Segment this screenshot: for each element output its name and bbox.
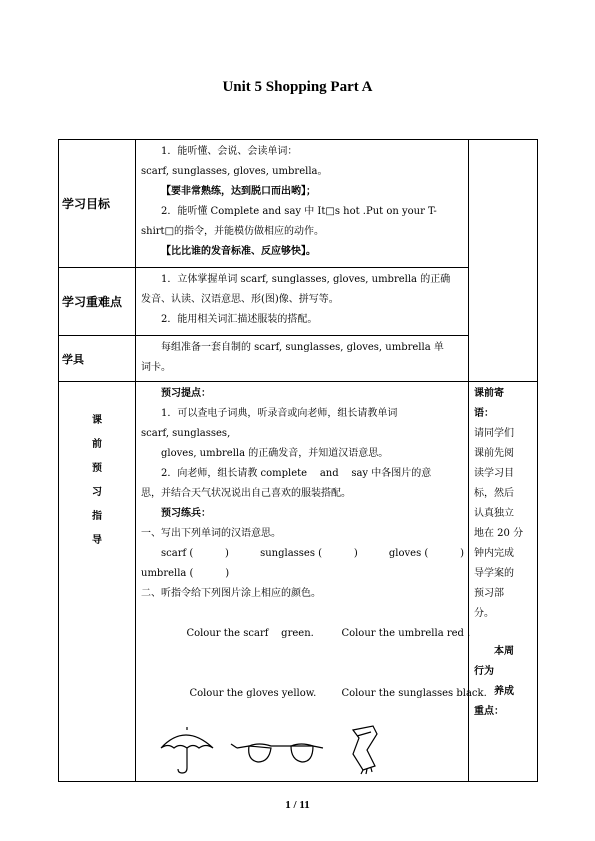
hint-title: 预习提点： — [161, 388, 211, 399]
side-note-line: 分。 — [474, 608, 494, 619]
preview-label-char: 前 — [92, 439, 102, 450]
colouring-pictures-svg — [141, 724, 461, 778]
tools-content — [136, 336, 469, 382]
colour-instruction: Colour the umbrella red . — [341, 628, 471, 639]
goals-line: 【要非常熟练，达到脱口而出哟】； — [161, 186, 316, 197]
preview-label-char: 习 — [92, 487, 102, 498]
side-note-line: 地在 20 分 — [474, 528, 524, 539]
word-blank: umbrella ( ) — [141, 568, 230, 579]
behavior-title: 本周 — [494, 646, 514, 657]
goals-line: 【比比谁的发音标准、反应够快】。 — [161, 246, 316, 257]
preview-label-char: 课 — [92, 415, 102, 426]
side-note — [469, 382, 538, 782]
preview-label-char: 指 — [92, 511, 102, 522]
side-note-line: 课前先阅 — [474, 448, 514, 459]
colour-instruction: Colour the gloves yellow. — [189, 688, 317, 699]
side-empty-cell — [469, 140, 538, 382]
key-points-content — [136, 268, 469, 336]
preview-line: 1．可以查电子词典，听录音或向老师，组长请教单词 — [161, 408, 398, 419]
preview-line: gloves, umbrella 的正确发音，并知道汉语意思。 — [161, 448, 389, 459]
umbrella-icon[interactable] — [161, 727, 213, 773]
key-points-label: 学习重难点 — [59, 268, 136, 336]
question-2: 二、听指令给下列图片涂上相应的颜色。 — [141, 588, 321, 599]
behavior-title: 重点： — [474, 706, 504, 717]
behavior-title: 行为 — [474, 666, 494, 677]
goals-label: 学习目标 — [59, 140, 136, 268]
side-note-line: 钟内完成 — [474, 548, 514, 559]
word-blank: sunglasses ( ) — [260, 548, 358, 559]
preview-label-char: 预 — [92, 463, 102, 474]
word-blank: scarf ( ) — [161, 548, 229, 559]
page-title: Unit 5 Shopping Part A — [222, 79, 373, 95]
table-row — [59, 382, 538, 782]
side-note-line: 标，然后 — [474, 488, 514, 499]
goals-line: 1．能听懂、会说、会读单词： — [161, 146, 298, 157]
side-note-line: 请同学们 — [474, 428, 514, 439]
study-plan-table — [58, 139, 538, 782]
behavior-title: 养成 — [494, 686, 514, 697]
page-number: 1 / 11 — [285, 799, 310, 811]
preview-label-char: 导 — [92, 535, 102, 546]
table-row — [59, 268, 538, 336]
goals-line: scarf, sunglasses, gloves, umbrella。 — [141, 166, 328, 177]
preview-line: 2．向老师，组长请教 complete and say 中各图片的意 — [161, 468, 432, 479]
side-note-title: 课前寄 — [474, 388, 504, 399]
table-row — [59, 140, 538, 268]
practice-title: 预习练兵： — [161, 508, 211, 519]
question-1: 一、写出下列单词的汉语意思。 — [141, 528, 281, 539]
goals-line: shirt□的指令，并能模仿做相应的动作。 — [141, 226, 325, 237]
tools-label: 学具 — [59, 336, 136, 382]
tools-line: 词卡。 — [141, 362, 171, 373]
colour-instruction: Colour the sunglasses black. — [341, 688, 487, 699]
key-line: 2．能用相关词汇描述服装的搭配。 — [161, 314, 318, 325]
word-blank: gloves ( ) — [388, 548, 464, 559]
preview-line: 思，并结合天气状况说出自己喜欢的服装搭配。 — [141, 488, 351, 499]
colour-instructions — [141, 604, 471, 664]
word-blanks — [141, 544, 464, 564]
side-note-line: 认真独立 — [474, 508, 514, 519]
side-note-line: 导学案的 — [474, 568, 514, 579]
tools-line: 每组准备一套自制的 scarf, sunglasses, gloves, umbrella 单 — [161, 342, 444, 353]
table-row — [59, 336, 538, 382]
goals-line: 2．能听懂 Complete and say 中 It□s hot .Put on your T- — [161, 206, 437, 217]
goals-content — [136, 140, 469, 268]
preview-label — [59, 382, 136, 782]
sunglasses-icon[interactable] — [231, 744, 323, 762]
key-line: 1．立体掌握单词 scarf, sunglasses, gloves, umbrella 的正确 — [161, 274, 451, 285]
colouring-pictures — [141, 724, 464, 778]
scarf-icon[interactable] — [353, 726, 377, 774]
colour-instruction: Colour the scarf green. — [186, 628, 314, 639]
side-note-line: 预习部 — [474, 588, 504, 599]
side-note-line: 读学习目 — [474, 468, 514, 479]
spacer — [474, 624, 533, 642]
preview-line: scarf, sunglasses, — [141, 428, 231, 439]
key-line: 发音、认读、汉语意思、形(图)像、拼写等。 — [141, 294, 339, 305]
side-note-title: 语： — [474, 408, 494, 419]
